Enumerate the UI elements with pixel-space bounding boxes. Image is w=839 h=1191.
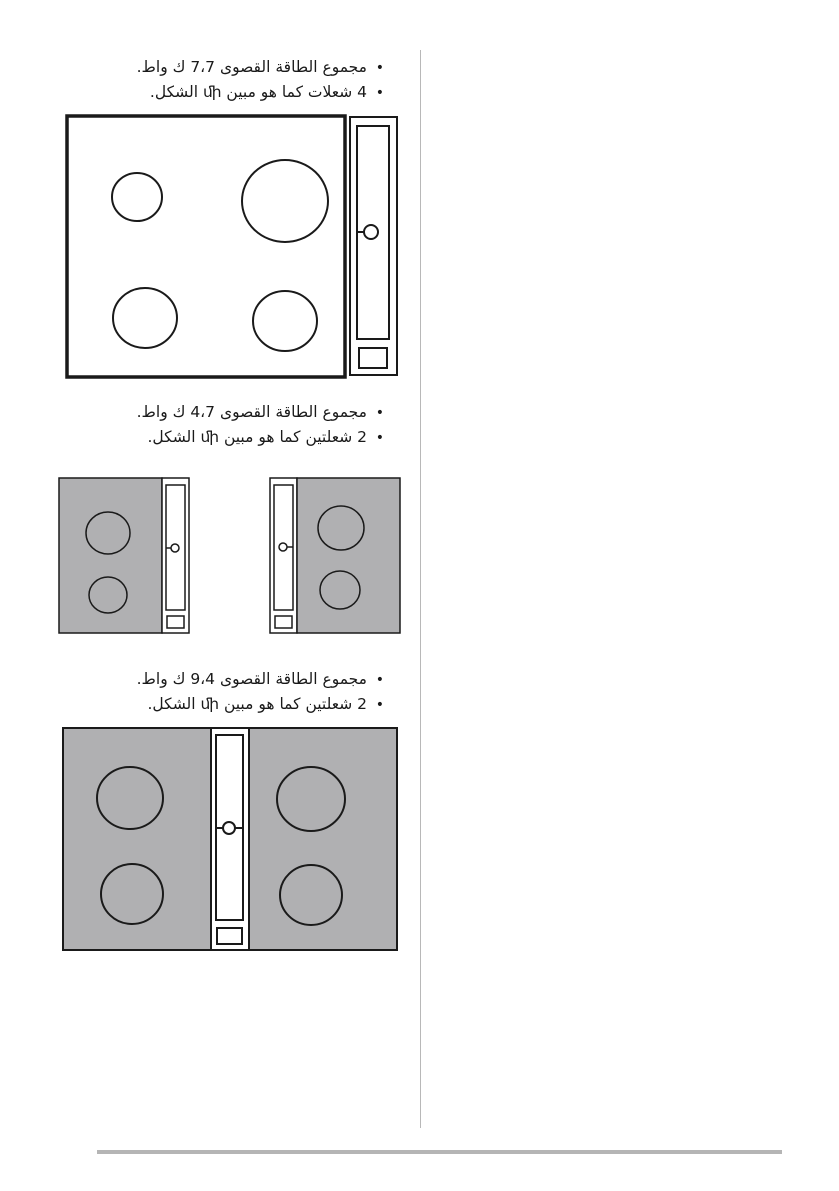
control-slider-knob — [364, 225, 378, 239]
control-button — [359, 348, 387, 368]
zone-right-surface — [249, 728, 397, 950]
burner-bottom-right — [253, 291, 317, 351]
burner-small-top-left — [112, 173, 162, 221]
hob-right-surface — [297, 478, 400, 633]
zone-control-button — [217, 928, 242, 944]
hob-left-surface — [59, 478, 162, 633]
spec-burners-1: • 4 شعلات كما هو مبين ﬕ الشكل. — [137, 80, 384, 105]
hob-right-burner-bottom — [320, 571, 360, 609]
zone-slider-knob — [223, 822, 235, 834]
hob-right-burner-top — [318, 506, 364, 550]
hob-right-control-button — [275, 616, 292, 628]
spec-list-1 — [137, 55, 384, 105]
hob-left-slider-knob — [171, 544, 179, 552]
hob-left-control-panel — [162, 478, 189, 633]
burner-bottom-left — [113, 288, 177, 348]
zone-left-burner-bottom — [101, 864, 163, 924]
zone-slider-track — [216, 735, 243, 920]
column-divider — [420, 50, 421, 1128]
spec-burners-2: • 2 شعلتين كما هو مبين ﬕ الشكل. — [137, 425, 384, 450]
spec-power-1: • مجموع الطاقة القصوى 7،7 ك واط. — [137, 55, 384, 80]
control-panel — [350, 117, 397, 375]
hob-right-slider-knob — [279, 543, 287, 551]
hob-right-slider-track — [274, 485, 293, 610]
zone-right-burner-bottom — [280, 865, 342, 925]
spec-power-3: • مجموع الطاقة القصوى 9،4 ك واط. — [137, 667, 384, 692]
burner-large-top-right — [242, 160, 328, 242]
zone-left-surface — [63, 728, 211, 950]
hob-left-burner-top — [86, 512, 130, 554]
zone-left-burner-top — [97, 767, 163, 829]
spec-list-3 — [137, 667, 384, 717]
spec-burners-3: • 2 شعلتين كما هو مبين ﬕ الشكل. — [137, 692, 384, 717]
hob-left-control-button — [167, 616, 184, 628]
cooktop-surface — [67, 116, 345, 377]
spec-list-2 — [137, 400, 384, 450]
control-slider-track — [357, 126, 389, 339]
spec-power-2: • مجموع الطاقة القصوى 4،7 ك واط. — [137, 400, 384, 425]
footer-rule — [97, 1150, 782, 1154]
zone-right-burner-top — [277, 767, 345, 831]
hob-right-control-panel — [270, 478, 297, 633]
hob-left-slider-track — [166, 485, 185, 610]
hob-left-burner-bottom — [89, 577, 127, 613]
zone-control-panel — [211, 728, 249, 950]
